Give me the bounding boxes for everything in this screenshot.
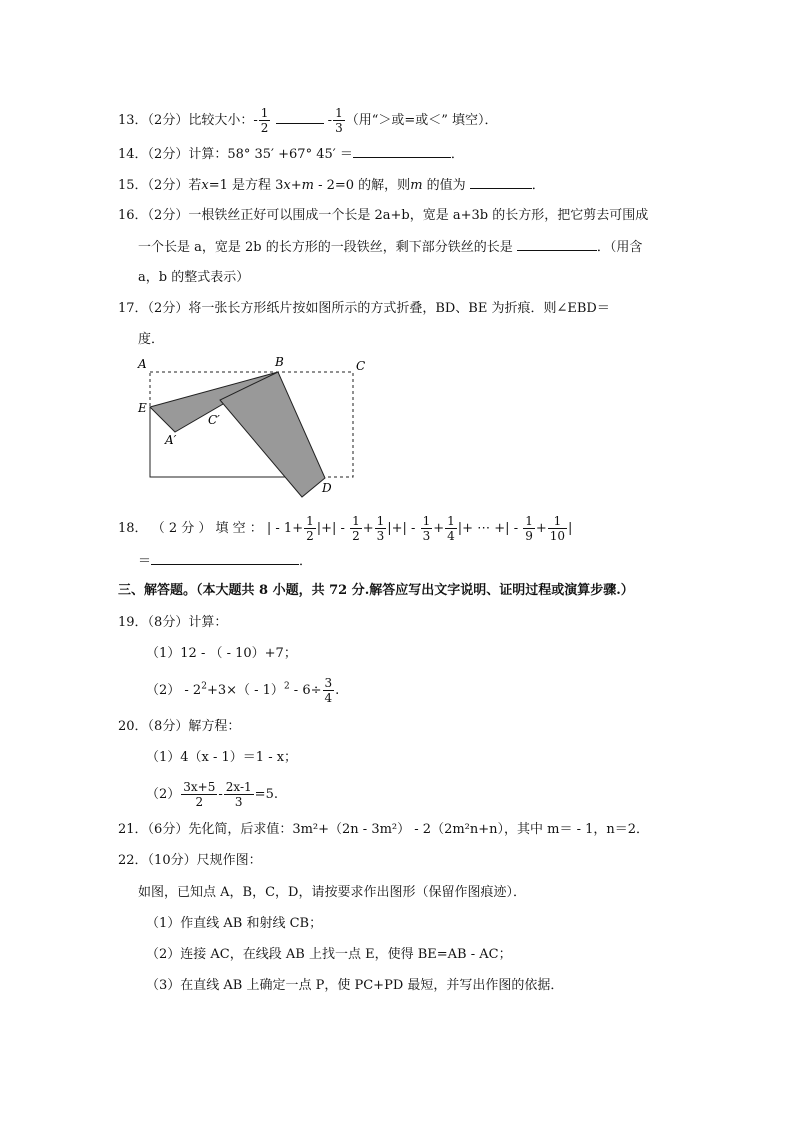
question-17-line-1: 17．（2分）将一张长方形纸片按如图所示的方式折叠，BD、BE 为折痕．则∠EBD＝ [118,301,610,316]
label-b: B [275,355,284,369]
question-14: 14．（2分）计算：58° 35′ +67° 45′ ＝ ． [118,147,464,162]
question-18-answer: ＝ ． [138,554,313,569]
fraction-one-half: $\frac{1}{2}$ [260,106,269,135]
answer-blank [517,238,597,251]
label-a: A [138,357,147,371]
question-20-part-2: （2） $\frac{3x+5}{2}$ - $\frac{2x-1}{3}$ =5. [146,780,278,809]
question-20-part-1: （1）4（x - 1）＝1 - x； [146,750,298,765]
section-3-heading: 三、解答题。（本大题共 8 小题，共 72 分.解答应写出文字说明、证明过程或演算步骤.） [118,583,634,598]
question-19: 19．（8分）计算： [118,615,228,630]
answer-blank [470,176,532,189]
question-15: 15．（2分）若x=1 是方程 3x+m - 2=0 的解，则m 的值为 ． [118,178,545,193]
answer-blank [276,111,324,124]
question-22: 22．（10分）尺规作图： [118,853,262,868]
question-17-line-2: 度． [138,332,165,347]
question-20: 20．（8分）解方程： [118,719,241,734]
question-22-part-1: （1）作直线 AB 和射线 CB； [146,916,323,931]
label-c-prime: C′ [208,413,220,427]
question-18: 18． （ 2 分 ） 填 空 ： | - 1+ $\frac{1}{2}$ |+| - $\frac{1}{2}$ + $\frac{1}{3}$ |+| - $\frac{1}{3}$ + $\frac{1}{4}$ |+ ⋯ +| - $\frac{1}{9}$ + $\frac{1}{10}$ | [118,514,573,543]
answer-blank [151,552,299,565]
question-16-line-1: 16．（2分）一根铁丝正好可以围成一个长是 2a+b，宽是 a+3b 的长方形，把它剪去可围成 [118,208,649,223]
question-13: 13．（2分）比较大小：- $\frac{1}{2}$ - $\frac{1}{3}$ （用“＞或=或＜” 填空）． [118,106,498,135]
label-d: D [322,481,332,495]
question-21: 21．（6分）先化简，后求值：3m²+（2n - 3m²） - 2（2m²n+n），其中 m＝ - 1，n＝2． [118,822,650,837]
label-e: E [138,401,147,415]
fraction-one-third: $\frac{1}{3}$ [335,106,343,135]
question-19-part-1: （1）12 - （ - 10）+7； [146,646,297,661]
question-16-line-2: 一个长是 a，宽是 2b 的长方形的一段铁丝，剩下部分铁丝的长是 ．（用含 [138,240,643,255]
label-c: C [356,359,366,373]
answer-blank [353,145,451,158]
question-22-intro: 如图，已知点 A，B，C，D，请按要求作出图形（保留作图痕迹）． [138,885,526,900]
label-a-prime: A′ [165,433,177,447]
question-19-part-2: $(2) - 2^2+3\times( - 1)^2 - 6\div$ $\frac{3}{4}$ . [146,676,340,705]
folding-figure [130,352,375,502]
question-22-part-2: （2）连接 AC，在线段 AB 上找一点 E，使得 BE=AB - AC； [146,947,512,962]
question-16-line-3: a，b 的整式表示） [138,270,250,285]
question-22-part-3: （3）在直线 AB 上确定一点 P，使 PC+PD 最短，并写出作图的依据． [146,978,564,993]
